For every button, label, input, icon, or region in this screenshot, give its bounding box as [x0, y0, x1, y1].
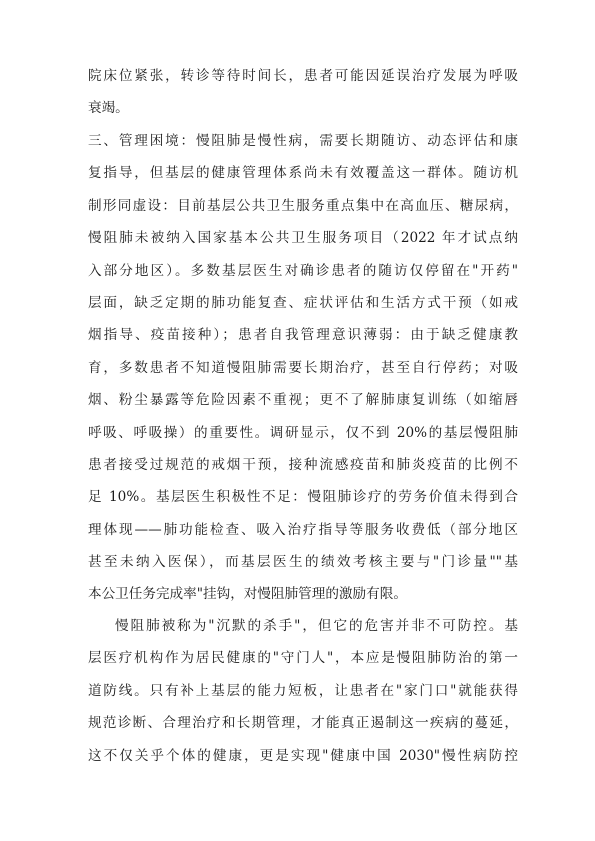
text-line: 制形同虚设：目前基层公共卫生服务重点集中在高血压、糖尿病， — [88, 197, 518, 214]
text-line: 患者接受过规范的戒烟干预，接种流感疫苗和肺炎疫苗的比例不 — [88, 456, 518, 473]
text-line: 慢阻肺被称为"沉默的杀手"，但它的危害并非不可防控。基 — [115, 618, 518, 634]
text-line: 入部分地区）。多数基层医生对确诊患者的随访仅停留在"开药" — [88, 262, 518, 279]
text-line: 三、管理困境：慢阻肺是慢性病，需要长期随访、动态评估和康 — [88, 133, 518, 149]
text-line: 理体现——肺功能检查、吸入治疗指导等服务收费低（部分地区 — [88, 521, 518, 538]
text-line: 烟、粉尘暴露等危险因素不重视；更不了解肺康复训练（如缩唇 — [88, 392, 518, 409]
text-line: 慢阻肺未被纳入国家基本公共卫生服务项目（2022 年才试点纳 — [88, 230, 518, 247]
text-line: 层面，缺乏定期的肺功能复查、症状评估和生活方式干预（如戒 — [88, 294, 518, 311]
text-line: 甚至未纳入医保），而基层医生的绩效考核主要与"门诊量""基 — [88, 554, 518, 571]
text-line: 烟指导、疫苗接种）；患者自我管理意识薄弱：由于缺乏健康教 — [88, 327, 518, 344]
text-line: 本公卫任务完成率"挂钩，对慢阻肺管理的激励有限。 — [88, 586, 407, 603]
text-line: 这不仅关乎个体的健康，更是实现"健康中国 2030"慢性病防控 — [88, 747, 518, 764]
text-line: 层医疗机构作为居民健康的"守门人"，本应是慢阻肺防治的第一 — [88, 650, 518, 667]
text-line: 规范诊断、合理治疗和长期管理，才能真正遏制这一疾病的蔓延， — [88, 715, 518, 732]
text-line: 足 10%。基层医生积极性不足：慢阻肺诊疗的劳务价值未得到合 — [88, 489, 518, 506]
text-line: 道防线。只有补上基层的能力短板，让患者在"家门口"就能获得 — [88, 682, 518, 699]
paragraph-continuation — [88, 60, 518, 125]
text-line: 呼吸、呼吸操）的重要性。调研显示，仅不到 20%的基层慢阻肺 — [88, 424, 518, 441]
text-line: 育，多数患者不知道慢阻肺需要长期治疗，甚至自行停药；对吸 — [88, 359, 518, 376]
paragraph-management-dilemma — [88, 125, 518, 611]
text-line: 院床位紧张，转诊等待时间长，患者可能因延误治疗发展为呼吸 — [88, 68, 518, 84]
text-line: 复指导，但基层的健康管理体系尚未有效覆盖这一群体。随访机 — [88, 165, 518, 182]
text-line: 衰竭。 — [88, 100, 129, 117]
paragraph-conclusion — [88, 610, 518, 772]
